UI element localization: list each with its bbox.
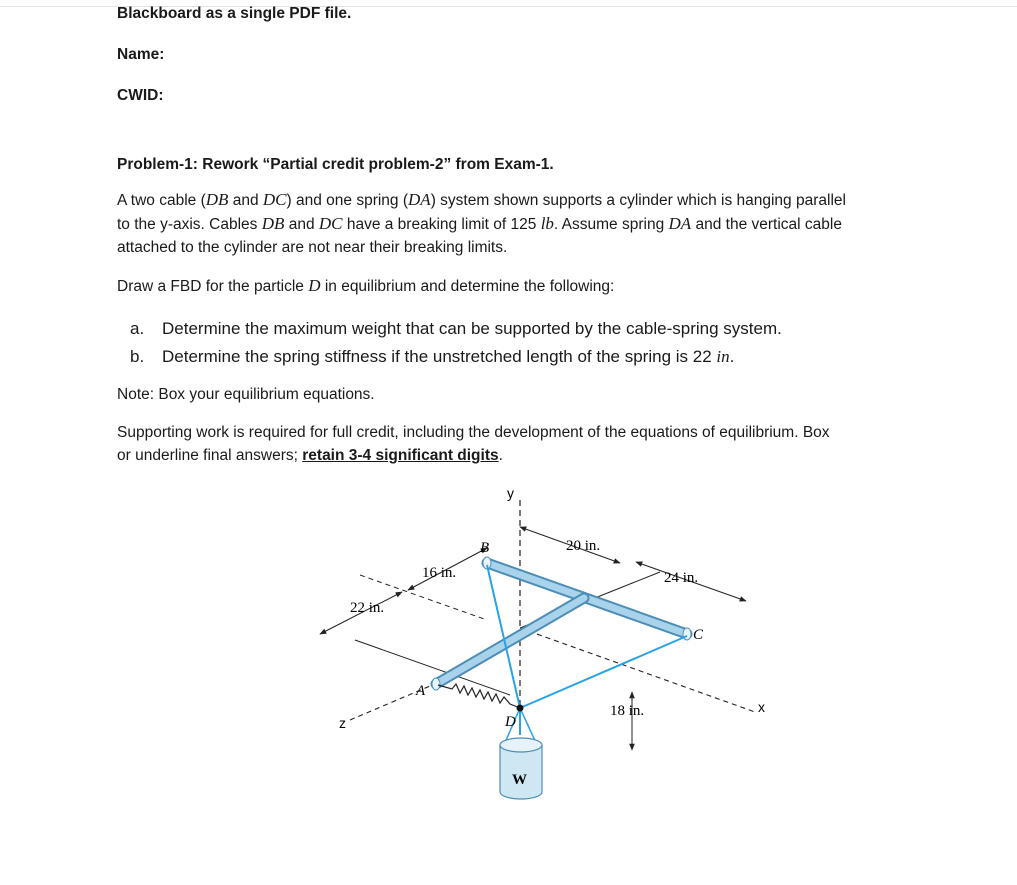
- dimension-label-24: 24 in.: [664, 570, 699, 586]
- y-axis-label: y: [507, 485, 514, 501]
- list-item-label: b.: [130, 347, 145, 366]
- rod-frame: [432, 557, 691, 690]
- page-heading: Blackboard as a single PDF file.: [117, 5, 352, 22]
- underlined-requirement: retain 3-4 significant digits: [302, 447, 499, 464]
- x-axis-line: [520, 628, 755, 712]
- support-text: Supporting work is required for full credit, including the development of the equations of equilibrium. Box or underline final answers; retain 3-4 significant digits.: [117, 424, 830, 464]
- cylinder-w: [500, 738, 542, 799]
- dimension-label-16: 16 in.: [422, 565, 457, 581]
- name-label: Name:: [117, 46, 165, 63]
- note-text: Note: Box your equilibrium equations.: [117, 386, 375, 403]
- x-axis-label: x: [758, 699, 765, 715]
- z-axis-label: z: [339, 715, 346, 731]
- weight-label: W: [512, 772, 527, 788]
- fbd-instruction: Draw a FBD for the particle D in equilibrium and determine the following:: [117, 276, 615, 295]
- point-label-d: D: [505, 714, 516, 730]
- cable-dc: [520, 636, 687, 708]
- particle-d: [517, 705, 524, 712]
- point-label-b: B: [480, 540, 490, 556]
- point-label-c: C: [693, 627, 704, 643]
- list-item-text: Determine the spring stiffness if the unstretched length of the spring is 22: [162, 347, 717, 366]
- dimension-label-20: 20 in.: [566, 538, 601, 554]
- list-item-label: a.: [130, 319, 145, 338]
- cwid-label: CWID:: [117, 87, 164, 104]
- spring-da: [438, 684, 520, 708]
- list-item-text: Determine the maximum weight that can be supported by the cable-spring system.: [162, 319, 782, 338]
- problem-title: Problem-1: Rework “Partial credit problem-2” from Exam-1.: [117, 156, 554, 173]
- point-label-a: A: [416, 683, 426, 699]
- list-item: b. Determine the spring stiffness if the unstretched length of the spring is 22 in.: [130, 347, 735, 366]
- dimension-label-18: 18 in.: [610, 703, 645, 719]
- problem-description: A two cable (DB and DC) and one spring (DA) system shown supports a cylinder which is hanging parallel to the y-axis. Cables DB and DC have a breaking limit of 125 lb. Assume spring DA and the vertical cable attached to the cylinder are not near their breaking limits.: [117, 190, 846, 256]
- dimension-label-22: 22 in.: [350, 600, 385, 616]
